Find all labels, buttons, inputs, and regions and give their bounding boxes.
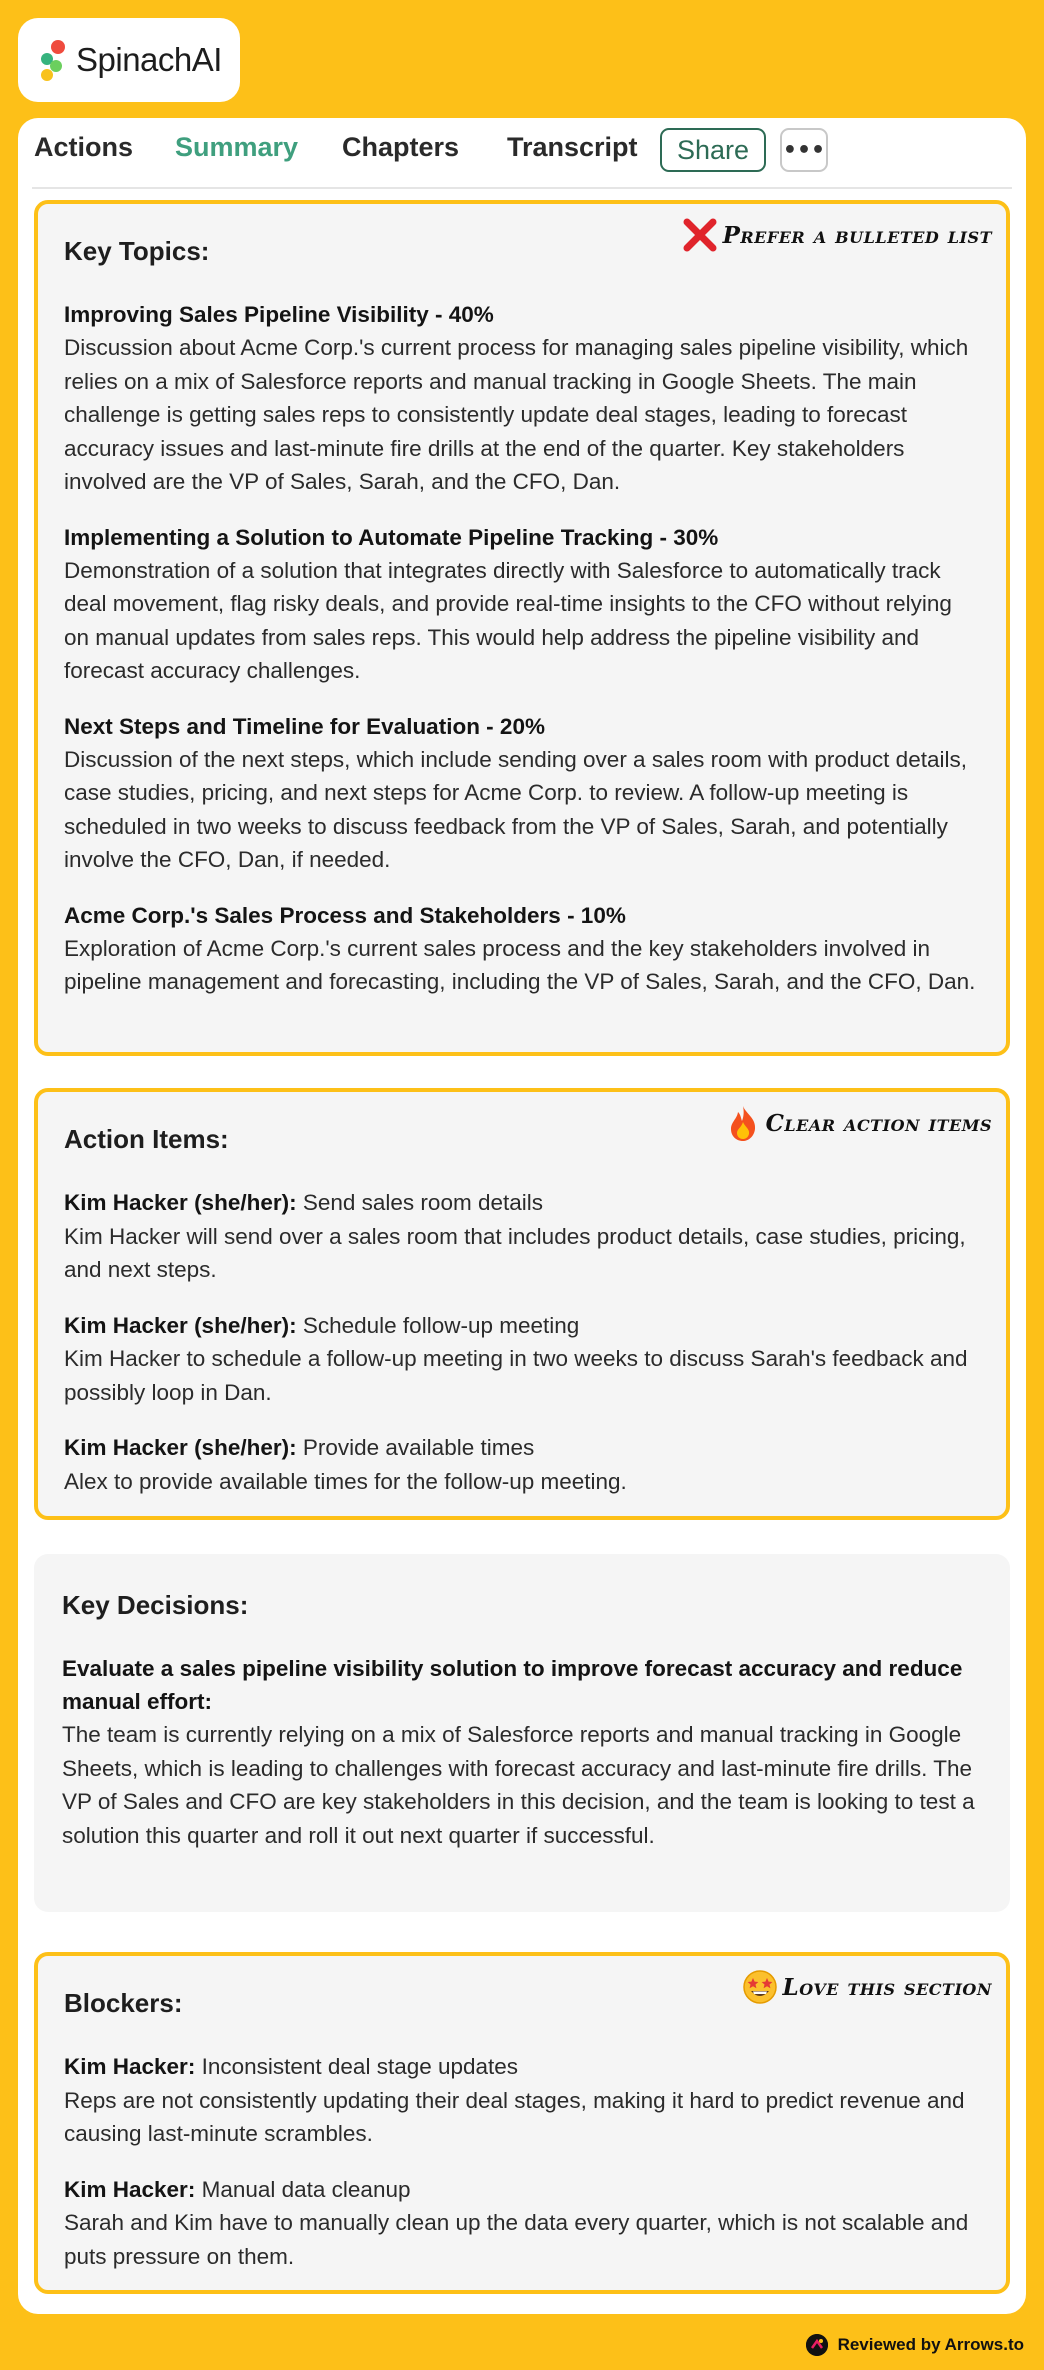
topic-item [64,899,982,999]
tab-bar [18,118,1026,188]
topic-text: Discussion of the next steps, which include sending over a sales room with product details, case studies, pricing, and next steps for Acme Corp. to review. A follow-up meeting is scheduled in two weeks to discuss feedback from the VP of Sales, Sarah, and potentially involve the CFO, Dan, if needed. [64,746,967,872]
tab-chapters[interactable]: Chapters [342,132,460,162]
action-item [64,1309,982,1410]
blockers-title: Blockers: [64,1988,183,2018]
brand-logo [18,18,240,102]
action-owner: Kim Hacker (she/her): [64,1312,297,1338]
brand-name: SpinachAI [76,41,222,78]
action-owner: Kim Hacker (she/her): [64,1435,297,1460]
tab-summary[interactable]: Summary [175,132,299,162]
action-owner: Kim Hacker (she/her): [64,1190,297,1215]
decision-item [62,1652,982,1852]
key-decisions-title: Key Decisions: [62,1590,249,1620]
blocker-owner: Kim Hacker: [64,2054,196,2079]
action-items-card [34,1088,1010,1520]
annotation-text: Love this section [782,1973,992,2001]
summary-panel [18,118,1026,2314]
tab-actions[interactable]: Actions [34,132,134,162]
blockers-card [34,1952,1010,2294]
topic-heading: Improving Sales Pipeline Visibility - 40% [64,302,494,327]
share-button[interactable]: Share [660,128,766,172]
blockers-annotation [741,1968,992,2006]
topic-heading: Next Steps and Timeline for Evaluation - 20% [64,713,545,739]
blocker-item [64,2173,982,2274]
fire-icon [724,1104,762,1142]
annotation-text: Clear action items [765,1109,992,1137]
blocker-task: Manual data cleanup [201,2176,411,2202]
topic-heading: Implementing a Solution to Automate Pipeline Tracking - 30% [64,524,719,550]
arrows-logo-icon [806,2334,828,2356]
blocker-item [64,2050,982,2151]
spinach-logo-icon [38,38,68,82]
key-topics-annotation [681,216,992,254]
action-text: Kim Hacker will send over a sales room that includes product details, case studies, pricing, and next steps. [64,1223,966,1282]
action-task: Provide available times [302,1435,535,1460]
annotation-text: Prefer a bulleted list [722,221,992,249]
action-item [64,1186,982,1287]
key-topics-card [34,200,1010,1056]
action-text: Kim Hacker to schedule a follow-up meeting in two weeks to discuss Sarah's feedback and possibly loop in Dan. [64,1346,968,1405]
more-options-button[interactable]: ••• [780,128,828,172]
key-topics-title: Key Topics: [64,236,210,266]
topic-item [64,710,982,877]
decision-heading: Evaluate a sales pipeline visibility solution to improve forecast accuracy and reduce manual effort: [62,1656,963,1714]
action-text: Alex to provide available times for the follow-up meeting. [64,1468,627,1494]
topic-item [64,298,982,499]
topic-text: Demonstration of a solution that integrates directly with Salesforce to automatically track deal movement, flag risky deals, and provide real-time insights to the CFO without relying on manual updates from sales reps. This would help address the pipeline visibility and forecast accuracy challenges. [64,557,952,683]
reviewed-by-footer[interactable] [806,2334,1024,2356]
blocker-task: Inconsistent deal stage updates [201,2054,519,2079]
star-eyes-emoji-icon [741,1968,779,2006]
action-items-annotation [724,1104,992,1142]
footer-label: Reviewed by Arrows.to [837,2335,1024,2354]
topic-item [64,521,982,688]
action-item [64,1431,982,1498]
red-cross-icon [681,216,719,254]
action-items-title: Action Items: [64,1124,229,1154]
topic-text: Exploration of Acme Corp.'s current sales process and the key stakeholders involved in pipeline management and forecasting, including the VP of Sales, Sarah, and the CFO, Dan. [64,935,976,994]
tab-transcript[interactable]: Transcript [507,132,638,162]
blocker-owner: Kim Hacker: [64,2176,196,2202]
action-task: Schedule follow-up meeting [302,1312,580,1338]
decision-text: The team is currently relying on a mix of Salesforce reports and manual tracking in Google Sheets, which is leading to challenges with forecast accuracy and last-minute fire drills. The VP of Sales and CFO are key stakeholders in this decision, and the team is looking to test a solution this quarter and roll it out next quarter if successful. [62,1722,975,1848]
topic-heading: Acme Corp.'s Sales Process and Stakeholders - 10% [64,902,626,928]
blocker-text: Reps are not consistently updating their deal stages, making it hard to predict revenue and causing last-minute scrambles. [64,2087,965,2146]
blocker-text: Sarah and Kim have to manually clean up the data every quarter, which is not scalable and puts pressure on them. [64,2210,969,2269]
topic-text: Discussion about Acme Corp.'s current process for managing sales pipeline visibility, which relies on a mix of Salesforce reports and manual tracking in Google Sheets. The main challenge is getting sales reps to consistently update deal stages, leading to forecast accuracy issues and last-minute fire drills at the end of the quarter. Key stakeholders involved are the VP of Sales, Sarah, and the CFO, Dan. [64,335,969,494]
tab-divider [32,187,1012,189]
key-decisions-card [34,1554,1010,1912]
action-task: Send sales room details [302,1190,543,1215]
